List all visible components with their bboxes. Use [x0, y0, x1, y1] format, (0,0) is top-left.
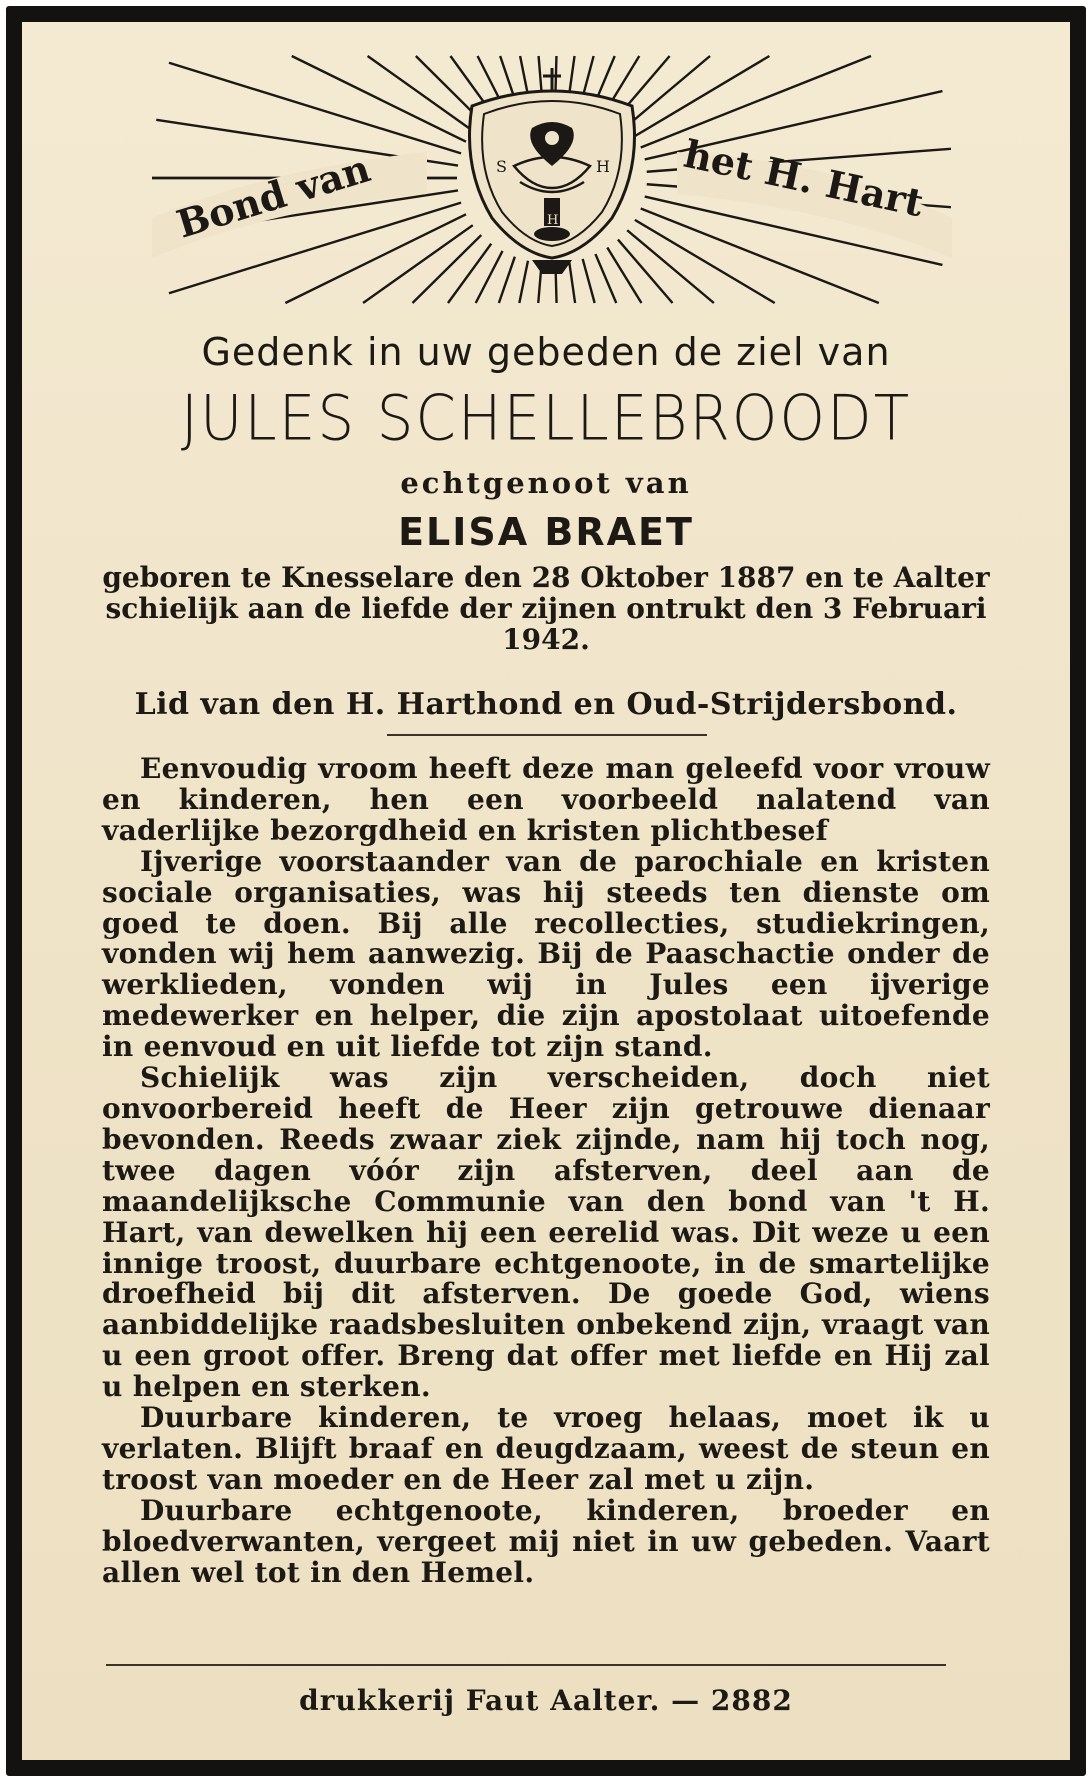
divider-long — [106, 1664, 946, 1666]
spouse-intro: echtgenoot van — [400, 466, 692, 500]
memorial-paragraph: Schielijk was zijn verscheiden, doch niet onvoorbereid heeft de Heer zijn getrouwe dienaar bevonden. Reeds zwaar ziek zijnde, nam hij toch nog, twee dagen vóór zijn afsterven, deel aan de maandelijksche Communie van den bond van 't H. Hart, van dewelken hij een eerelid was. Dit weze u een innige troost, duurbare echtgenoote, in de smartelijke droefheid bij dit afsterven. De goede God, wiens aanbiddelijke raadsbesluiten onbekend zijn, vraagt van u een groot offer. Breng dat offer met liefde en Hij zal u helpen en sterken. — [102, 1061, 990, 1404]
banner-left-text: Bond van — [171, 145, 376, 247]
sacred-heart-emblem-graphic — [122, 48, 982, 318]
sun-ray — [448, 244, 491, 303]
prayer-intro: Gedenk in uw gebeden de ziel van — [201, 330, 891, 374]
card-paper — [22, 22, 1070, 1760]
sun-ray — [519, 261, 528, 303]
memorial-card — [6, 6, 1086, 1776]
memorial-text — [102, 754, 990, 1588]
memorial-paragraph: Ijverige voorstaander van de parochiale en kristen sociale organisaties, was hij steeds ten dienste om goed te doen. Bij alle recollecties, studiekringen, vonden wij hem aanwezig. Bij de Paaschactie onder de werklieden, vonden wij in Jules een ijverige medewerker en helper, die zijn apostolaat uitoefende in eenvoud en uit liefde tot zijn stand. — [102, 844, 990, 1064]
badge-letter-h-right: H — [596, 157, 610, 176]
sun-ray — [635, 220, 775, 303]
memorial-paragraph: Duurbare echtgenoote, kinderen, broeder en bloedverwanten, vergeet mij niet in uw gebeden. Vaart allen wel tot in den Hemel. — [102, 1493, 990, 1589]
badge-letter-s: S — [496, 157, 507, 176]
sun-ray — [569, 56, 574, 94]
sun-ray — [539, 56, 542, 93]
sun-ray — [583, 259, 595, 303]
sacred-heart-emblem — [122, 48, 982, 318]
banner-right-text: het H. Hart — [680, 130, 928, 226]
memorial-paragraph: Eenvoudig vroom heeft deze man geleefd voor vrouw en kinderen, hen een voorbeeld nalatend van vaderlijke bezorgdheid en kristen plichtbesef — [102, 752, 990, 847]
sun-ray — [169, 63, 461, 154]
sun-ray — [595, 254, 616, 303]
sun-ray — [412, 235, 481, 303]
shield-badge-icon — [470, 68, 635, 274]
spouse-name: ELISA BRAET — [398, 510, 694, 554]
sun-ray — [500, 56, 515, 99]
membership-text: Lid van den H. Harthond en Oud-Strijdersbond. — [134, 687, 958, 722]
printer-imprint: drukkerij Faut Aalter. — 2882 — [299, 1684, 793, 1717]
sun-ray — [618, 240, 673, 303]
badge-letter-h-bottom: H — [547, 213, 559, 228]
sun-ray — [583, 56, 594, 97]
sun-ray — [569, 262, 575, 303]
memorial-paragraph: Duurbare kinderen, te vroeg helaas, moet ik u verlaten. Blijft braaf en deugdzaam, weest de steun en troost van moeder en de Heer zal met u zijn. — [102, 1401, 990, 1496]
sun-ray — [285, 214, 466, 303]
divider-short — [387, 734, 707, 736]
birth-death-text: geboren te Knesselare den 28 Oktober 1887 en te Aalter schielijk aan de liefde der zijnen ontrukt den 3 Februari 1942. — [102, 561, 990, 656]
deceased-name: JULES SCHELLEBROODT — [180, 381, 912, 455]
sun-ray — [499, 257, 515, 303]
sun-ray — [555, 56, 556, 93]
sun-ray — [520, 56, 528, 95]
